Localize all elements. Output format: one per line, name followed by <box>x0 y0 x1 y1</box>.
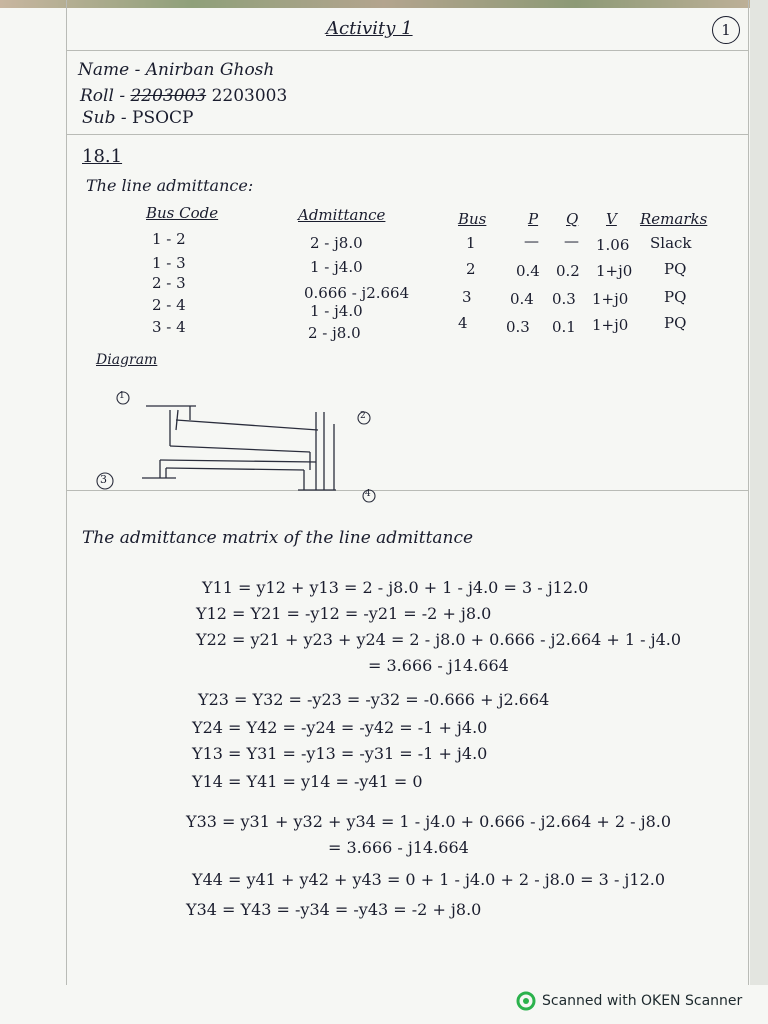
equation-y23: Y23 = Y32 = -y23 = -y32 = -0.666 + j2.664 <box>198 690 550 709</box>
bus-row-v: 1+j0 <box>592 290 629 308</box>
bus-row-p: — <box>524 232 539 250</box>
bus-row-remarks: PQ <box>664 314 687 332</box>
bus-row-v: 1.06 <box>596 236 630 254</box>
page-title: Activity 1 <box>326 18 413 39</box>
scanner-footer <box>516 990 742 1012</box>
bus-row-q: 0.3 <box>552 290 576 308</box>
page-number: 1 <box>712 16 740 44</box>
bus-1-label: 1 <box>119 391 125 401</box>
bus-row-p: 0.4 <box>510 290 534 308</box>
line-row-admittance: 1 - j4.0 <box>310 302 363 320</box>
scanner-logo-icon <box>516 991 536 1011</box>
bus-row-q: 0.1 <box>552 318 576 336</box>
line-row-bus-code: 3 - 4 <box>152 318 186 336</box>
equation-y22-result: = 3.666 - j14.664 <box>368 656 509 675</box>
equation-y24: Y24 = Y42 = -y24 = -y42 = -1 + j4.0 <box>192 718 488 737</box>
equation-y12: Y12 = Y21 = -y12 = -y21 = -2 + j8.0 <box>196 604 492 623</box>
matrix-intro: The admittance matrix of the line admittance <box>82 528 474 548</box>
equation-y22: Y22 = y21 + y23 + y24 = 2 - j8.0 + 0.666 - j2.664 + 1 - j4.0 <box>196 630 682 649</box>
bus-row-bus: 4 <box>458 314 468 332</box>
bus-3-label: 3 <box>100 473 107 486</box>
bus-row-v: 1+j0 <box>592 316 629 334</box>
roll-struck: 2203003 <box>130 86 207 106</box>
student-name: Anirban Ghosh <box>145 60 275 80</box>
col-bus-code: Bus Code <box>146 204 219 222</box>
diagram-title: Diagram <box>96 352 158 368</box>
bus-row-remarks: PQ <box>664 260 687 278</box>
scanner-watermark-text: Scanned with OKEN Scanner <box>542 993 743 1009</box>
equation-y44: Y44 = y41 + y42 + y43 = 0 + 1 - j4.0 + 2 - j8.0 = 3 - j12.0 <box>192 870 666 889</box>
roll-number: 2203003 <box>211 86 288 106</box>
equation-y11: Y11 = y12 + y13 = 2 - j8.0 + 1 - j4.0 = 3 - j12.0 <box>202 578 589 597</box>
col-admittance: Admittance <box>298 206 386 224</box>
bus-row-p: 0.4 <box>516 262 540 280</box>
section-number: 18.1 <box>82 146 123 167</box>
equation-y13: Y13 = Y31 = -y13 = -y31 = -1 + j4.0 <box>192 744 488 763</box>
equation-y33: Y33 = y31 + y32 + y34 = 1 - j4.0 + 0.666 - j2.664 + 2 - j8.0 <box>186 812 672 831</box>
line-row-admittance: 2 - j8.0 <box>308 324 361 342</box>
bus-row-q: 0.2 <box>556 262 580 280</box>
bus-row-v: 1+j0 <box>596 262 633 280</box>
bus-row-bus: 3 <box>462 288 472 306</box>
section-intro: The line admittance: <box>86 176 254 195</box>
line-row-bus-code: 1 - 2 <box>152 230 186 248</box>
col-v: V <box>606 210 617 228</box>
bus-2-label: 2 <box>360 411 366 421</box>
line-row-admittance: 2 - j8.0 <box>310 234 363 252</box>
col-q: Q <box>566 210 579 228</box>
bus-row-remarks: Slack <box>650 234 692 252</box>
bus-row-remarks: PQ <box>664 288 687 306</box>
line-row-admittance: 0.666 - j2.664 <box>304 284 410 302</box>
subject-label: Sub - <box>82 108 127 128</box>
line-row-bus-code: 1 - 3 <box>152 254 186 272</box>
equation-y34: Y34 = Y43 = -y34 = -y43 = -2 + j8.0 <box>186 900 482 919</box>
bus-row-bus: 1 <box>466 234 476 252</box>
equation-y33-result: = 3.666 - j14.664 <box>328 838 469 857</box>
line-row-bus-code: 2 - 3 <box>152 274 186 292</box>
line-row-bus-code: 2 - 4 <box>152 296 186 314</box>
bus-4-label: 4 <box>365 489 371 499</box>
col-remarks: Remarks <box>640 210 708 228</box>
col-p: P <box>528 210 539 228</box>
name-label: Name - <box>78 60 141 80</box>
col-bus: Bus <box>458 210 487 228</box>
equation-y14: Y14 = Y41 = y14 = -y41 = 0 <box>192 772 423 791</box>
bus-row-p: 0.3 <box>506 318 530 336</box>
bus-row-bus: 2 <box>466 260 476 278</box>
roll-label: Roll - <box>80 86 126 106</box>
line-row-admittance: 1 - j4.0 <box>310 258 363 276</box>
bus-row-q: — <box>564 232 579 250</box>
subject: PSOCP <box>132 108 194 128</box>
